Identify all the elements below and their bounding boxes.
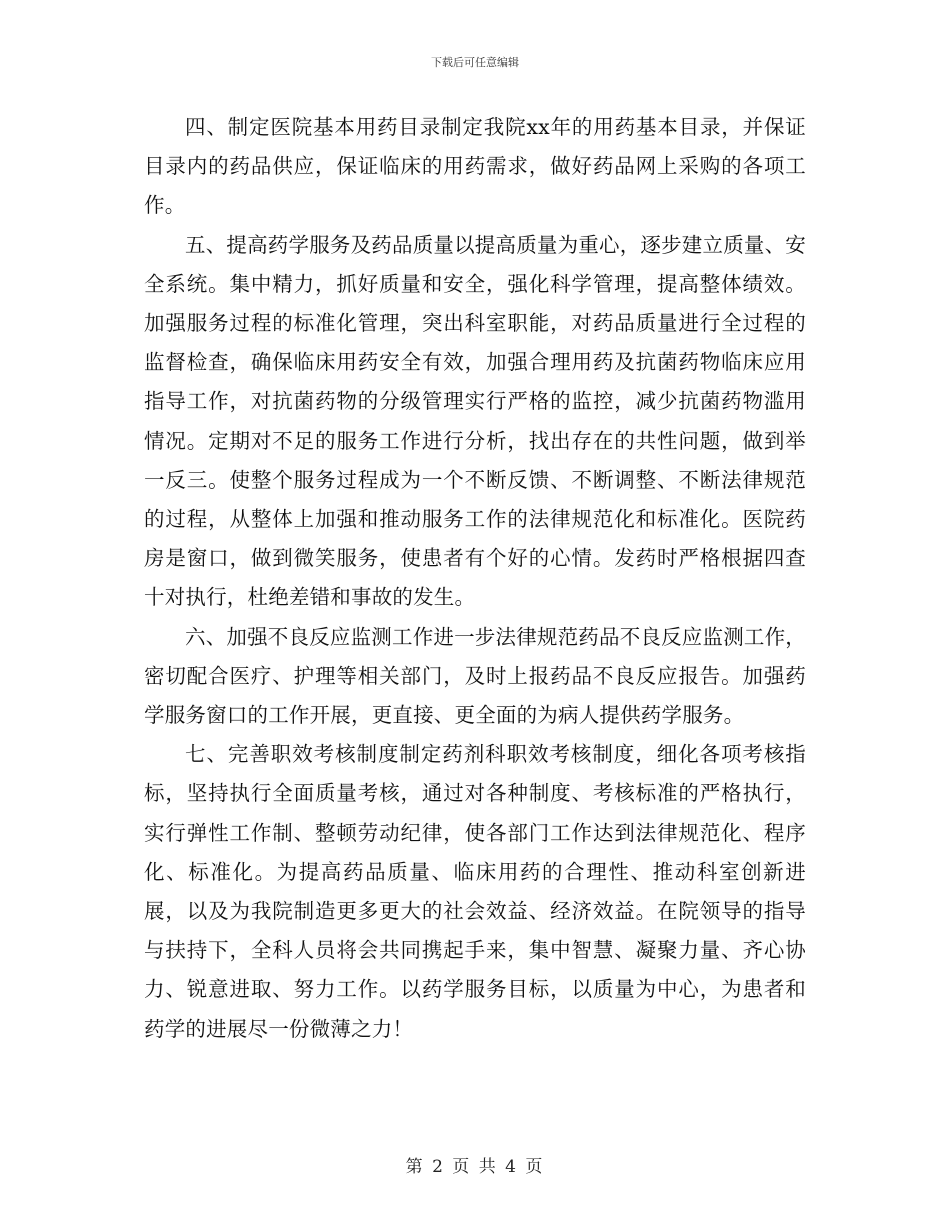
paragraph-section-5: 五、提高药学服务及药品质量以提高质量为重心，逐步建立质量、安全系统。集中精力，抓好质量和安全，强化科学管理，提高整体绩效。加强服务过程的标准化管理，突出科室职能，对药品质量进行全过程的监督检查，确保临床用药安全有效，加强合理用药及抗菌药物临床应用指导工作，对抗菌药物的分级管理实行严格的监控，减少抗菌药物滥用情况。定期对不足的服务工作进行分析，找出存在的共性问题，做到举一反三。使整个服务过程成为一个不断反馈、不断调整、不断法律规范的过程，从整体上加强和推动服务工作的法律规范化和标准化。医院药房是窗口，做到微笑服务，使患者有个好的心情。发药时严格根据四查十对执行，杜绝差错和事故的发生。	[144, 232, 806, 610]
paragraph-section-4: 四、制定医院基本用药目录制定我院xx年的用药基本目录，并保证目录内的药品供应，保证临床的用药需求，做好药品网上采购的各项工作。	[144, 115, 806, 218]
paragraph-section-7: 七、完善职效考核制度制定药剂科职效考核制度，细化各项考核指标，坚持执行全面质量考核，通过对各种制度、考核标准的严格执行，实行弹性工作制、整顿劳动纪律，使各部门工作达到法律规范化、程序化、标准化。为提高药品质量、临床用药的合理性、推动科室创新进展，以及为我院制造更多更大的社会效益、经济效益。在院领导的指导与扶持下，全科人员将会共同携起手来，集中智慧、凝聚力量、齐心协力、锐意进取、努力工作。以药学服务目标，以质量为中心，为患者和药学的进展尽一份微薄之力！	[144, 742, 806, 1041]
paragraph-section-6: 六、加强不良反应监测工作进一步法律规范药品不良反应监测工作，密切配合医疗、护理等相关部门，及时上报药品不良反应报告。加强药学服务窗口的工作开展，更直接、更全面的为病人提供药学服务。	[144, 624, 806, 728]
document-body	[144, 108, 806, 1049]
page-header: 下载后可任意编辑	[431, 56, 519, 69]
page-number-footer: 第 2 页 共 4 页	[405, 1157, 545, 1177]
